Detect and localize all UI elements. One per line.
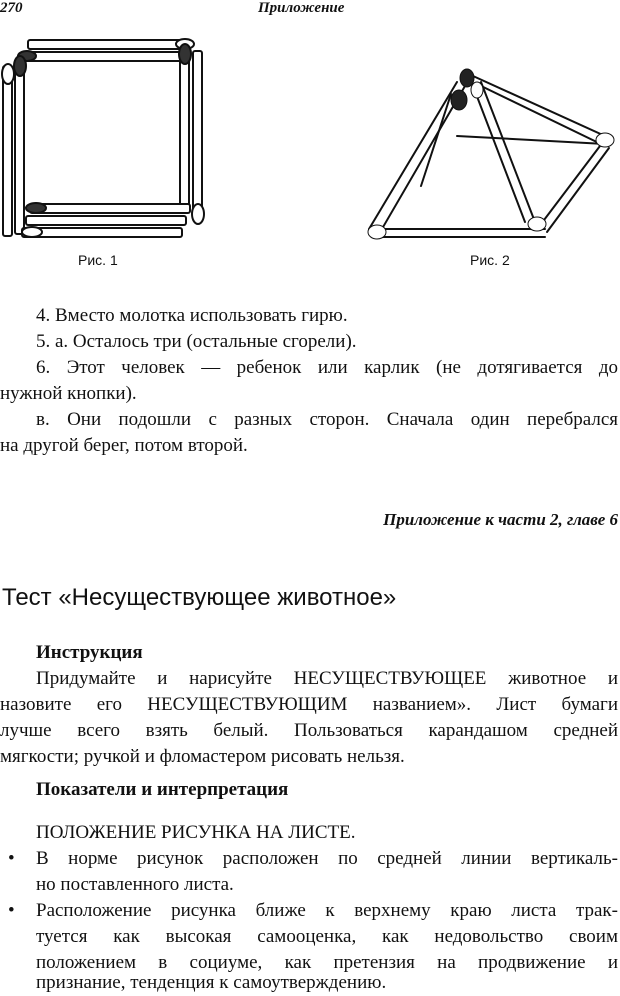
bullet-1-line-2: но поставленного листа.	[36, 874, 234, 895]
instructions-line-3: лучше всего взять белый. Пользоваться карандашом средней	[0, 720, 618, 741]
bullet-2-line-3: положением в социуме, как претензия на продвижение и	[36, 952, 618, 973]
figure-2-caption: Рис. 2	[470, 252, 510, 268]
bullet-marker: •	[8, 900, 15, 921]
bullet-2-line-1: Расположение рисунка ближе к верхнему краю листа трак-	[36, 900, 618, 921]
instructions-line-2: назовите его НЕСУЩЕСТВУЮЩИМ названием». Лист бумаги	[0, 694, 618, 715]
bullet-2-line-4: признание, тенденция к самоутверждению.	[36, 972, 387, 993]
instructions-line-1: Придумайте и нарисуйте НЕСУЩЕСТВУЮЩЕЕ животное и	[36, 668, 618, 689]
bullet-2-line-2: туется как высокая самооценка, как недовольство своим	[36, 926, 618, 947]
answer-5: 5. а. Осталось три (остальные сгорели).	[36, 331, 357, 352]
instructions-line-4: мягкости; ручкой и фломастером рисовать нельзя.	[0, 746, 405, 767]
answer-v-line-1: в. Они подошли с разных сторон. Сначала один перебрался	[36, 409, 618, 430]
answer-4: 4. Вместо молотка использовать гирю.	[36, 305, 348, 326]
section-reference: Приложение к части 2, главе 6	[383, 510, 618, 529]
matchstick-pyramid-icon	[355, 64, 620, 244]
instructions-heading: Инструкция	[36, 642, 143, 663]
bullet-marker: •	[8, 848, 15, 869]
answer-v-line-2: на другой берег, потом второй.	[0, 435, 248, 456]
figure-1-caption: Рис. 1	[78, 252, 118, 268]
indicators-subheading: ПОЛОЖЕНИЕ РИСУНКА НА ЛИСТЕ.	[36, 822, 356, 843]
page-number: 270	[0, 0, 23, 16]
answer-6-line-1: 6. Этот человек — ребенок или карлик (не дотягивается до	[36, 357, 618, 378]
matchstick-square-icon	[0, 36, 215, 241]
test-title: Тест «Несуществующее животное»	[2, 584, 397, 611]
running-title: Приложение	[258, 0, 345, 16]
answer-6-line-2: нужной кнопки).	[0, 383, 137, 404]
bullet-1-line-1: В норме рисунок расположен по средней линии вертикаль-	[36, 848, 618, 869]
indicators-heading: Показатели и интерпретация	[36, 779, 289, 800]
